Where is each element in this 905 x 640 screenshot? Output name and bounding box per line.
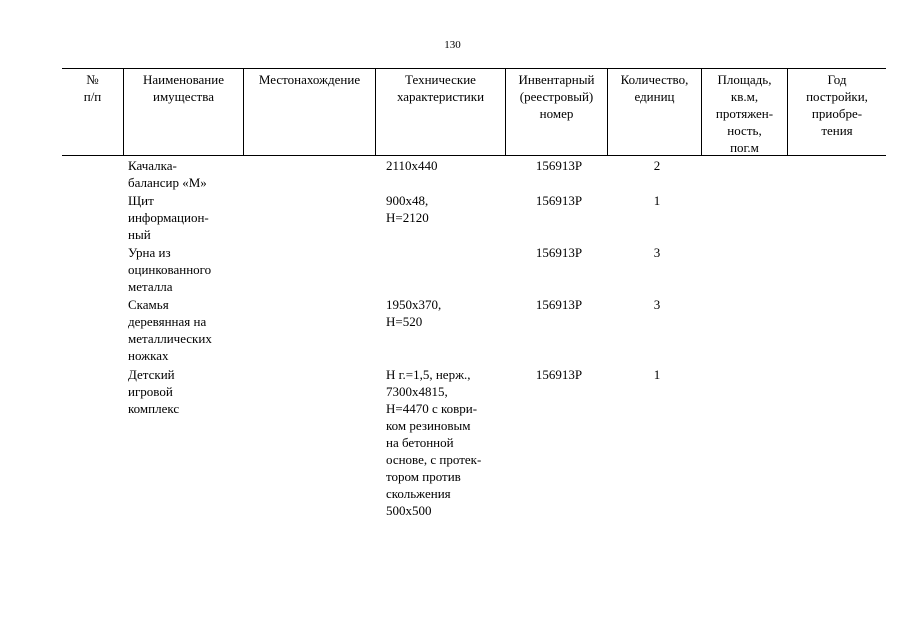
row-1-tech: 2110x440 xyxy=(386,158,438,173)
row-2-quantity: 1 xyxy=(653,193,661,208)
row-4-tech: 1950x370, H=520 xyxy=(386,297,442,329)
header-area xyxy=(702,69,788,155)
header-year-label: Год постройки, приобре- тения xyxy=(806,72,868,138)
header-quantity xyxy=(608,69,702,155)
header-number-label: № п/п xyxy=(83,72,102,104)
header-tech xyxy=(376,69,506,155)
row-2-name: Щит информацион- ный xyxy=(128,193,209,242)
header-number xyxy=(62,69,124,155)
row-5-tech: H г.=1,5, нерж., 7300x4815, H=4470 с коври- ком резиновым на бетонной основе, с протек- тором против скольжения 500x500 xyxy=(386,367,482,518)
row-2-tech: 900x48, H=2120 xyxy=(386,193,429,225)
header-quantity-label: Количество, единиц xyxy=(620,72,689,104)
row-4-name: Скамья деревянная на металлических ножках xyxy=(128,297,212,363)
row-1-quantity: 2 xyxy=(653,158,661,173)
row-5-quantity: 1 xyxy=(653,367,661,382)
row-5-inventory: 156913Р xyxy=(535,367,583,382)
header-location-label: Местонахождение xyxy=(258,72,361,87)
row-4-quantity: 3 xyxy=(653,297,661,312)
table-header xyxy=(62,68,886,156)
row-5-name: Детский игровой комплекс xyxy=(128,367,180,416)
row-2-inventory: 156913Р xyxy=(535,193,583,208)
header-location xyxy=(244,69,376,155)
header-name-label: Наименование имущества xyxy=(143,72,224,104)
header-year xyxy=(788,69,886,155)
row-3-quantity: 3 xyxy=(653,245,661,260)
header-tech-label: Технические характеристики xyxy=(396,72,485,104)
row-3-name: Урна из оцинкованного металла xyxy=(128,245,212,294)
header-area-label: Площадь, кв.м, протяжен- ность, пог.м xyxy=(715,72,774,155)
header-inventory xyxy=(506,69,608,155)
header-name xyxy=(124,69,244,155)
row-4-inventory: 156913Р xyxy=(535,297,583,312)
row-1-inventory: 156913Р xyxy=(535,158,583,173)
row-3-inventory: 156913Р xyxy=(535,245,583,260)
header-inventory-label: Инвентарный (реестровый) номер xyxy=(518,72,595,121)
page-number: 130 xyxy=(444,39,461,51)
row-1-name: Качалка- балансир «М» xyxy=(128,158,207,190)
